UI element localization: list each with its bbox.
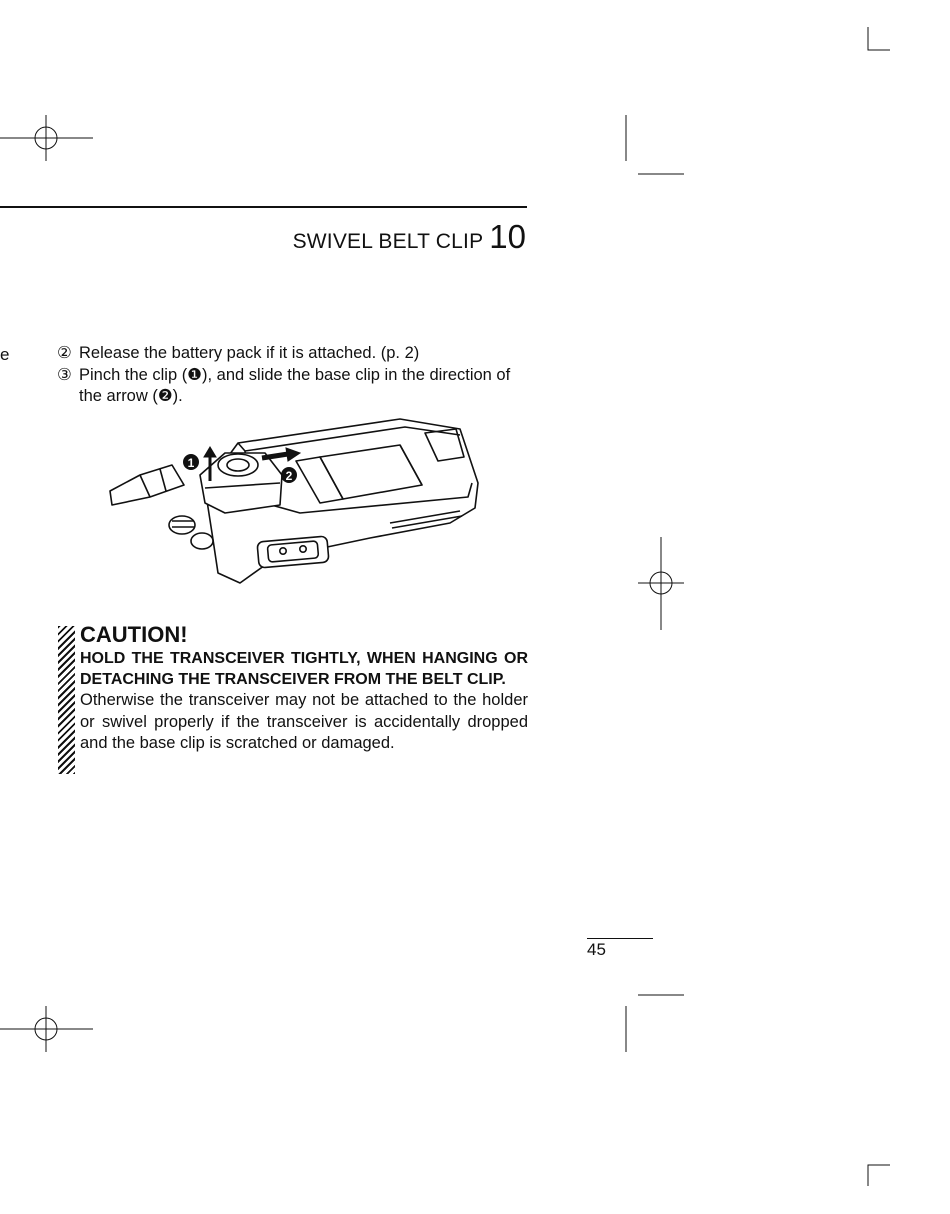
caution-title: CAUTION! xyxy=(80,622,188,647)
margin-text-fragment: e xyxy=(0,345,10,364)
svg-text:1: 1 xyxy=(187,456,195,470)
instruction-steps xyxy=(57,343,527,408)
step-item xyxy=(57,365,527,408)
page-number: 45 xyxy=(587,940,606,959)
section-header xyxy=(293,218,526,256)
caution-box xyxy=(58,622,528,755)
caution-body-text: Otherwise the transceiver may not be attached to the holder or swivel properly if the transceiver is accidentally dropped and the base clip is scratched or damaged. xyxy=(80,691,528,752)
caution-warning: HOLD THE TRANSCEIVER TIGHTLY, WHEN HANGING OR DETACHING THE TRANSCEIVER FROM THE BELT CLIP. xyxy=(80,650,528,688)
transceiver-belt-clip-illustration xyxy=(100,413,485,588)
step-text: Release the battery pack if it is attached. (p. 2) xyxy=(79,344,420,362)
step-number: ② xyxy=(57,344,72,362)
chapter-number: 10 xyxy=(489,218,526,255)
page-number-rule xyxy=(587,938,653,939)
header-rule xyxy=(0,206,527,208)
step-number: ③ xyxy=(57,365,72,384)
step-text: Pinch the clip (❶), and slide the base clip in the direction of the arrow (❷). xyxy=(79,365,511,405)
section-title: SWIVEL BELT CLIP xyxy=(292,230,484,253)
caution-content xyxy=(80,622,528,755)
svg-text:2: 2 xyxy=(285,469,293,483)
step-item xyxy=(57,343,527,365)
caution-hatch-bar xyxy=(58,626,75,774)
